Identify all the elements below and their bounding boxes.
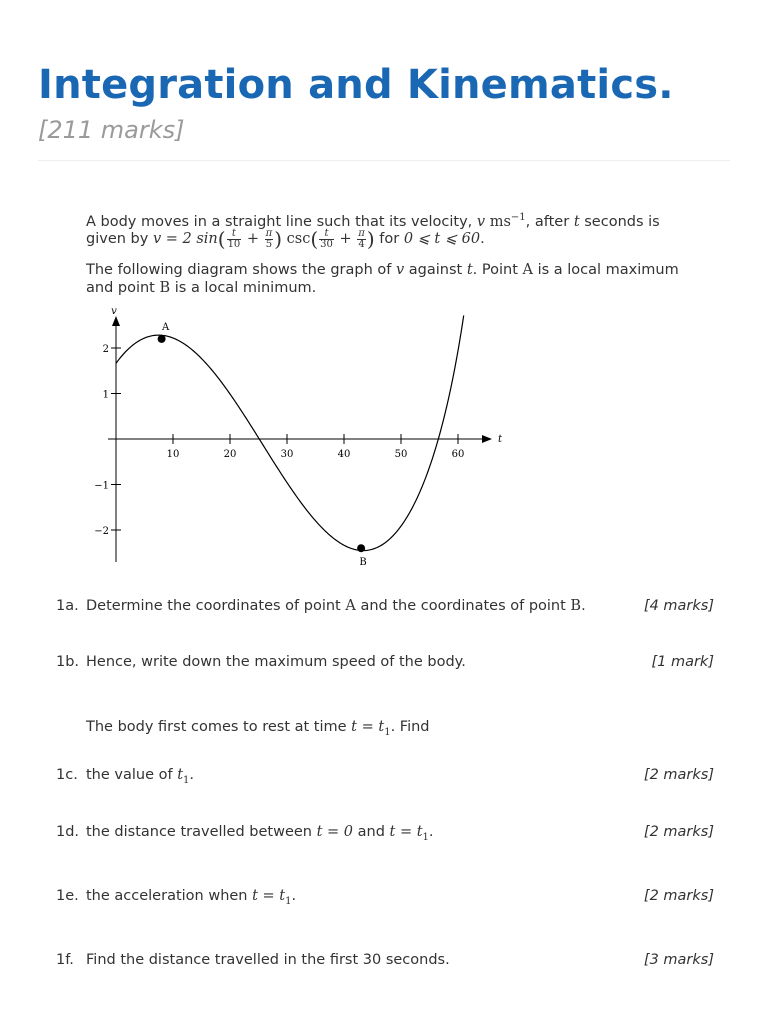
intro-text: is a local maximum	[532, 262, 679, 278]
math-v: v	[395, 262, 405, 278]
question-1e	[56, 888, 714, 907]
intro-text: for	[374, 231, 404, 247]
graph-ticks	[94, 344, 464, 537]
math-equation: t = 0	[316, 824, 354, 840]
graph-axes	[108, 306, 503, 562]
question-marks: [4 marks]	[643, 598, 714, 614]
page-title: Integration and Kinematics.	[38, 62, 674, 108]
intro-text: given by	[86, 231, 153, 247]
x-tick-label: 50	[394, 449, 408, 460]
question-text: the value of	[86, 767, 178, 783]
question-marks: [2 marks]	[643, 824, 714, 840]
math-point-a: A	[345, 598, 356, 614]
question-text: .	[581, 598, 586, 614]
math-fraction: $\frac{t}{10}$	[227, 227, 241, 250]
question-marks: [3 marks]	[643, 952, 714, 968]
x-tick-label: 60	[451, 449, 465, 460]
question-text: Find the distance travelled in the first 30 seconds.	[86, 952, 450, 968]
math-t: t	[466, 262, 473, 278]
intro-text: . Point	[472, 262, 523, 278]
math-t: t	[573, 213, 580, 230]
math-equation: t = t	[389, 824, 423, 840]
x-tick-label: 40	[337, 449, 351, 460]
intro-line-3	[86, 261, 726, 280]
intro-text: is a local minimum.	[170, 280, 317, 296]
math-point-b: B	[159, 280, 171, 296]
total-marks: [211 marks]	[38, 116, 185, 144]
intro-text: A body moves in a straight line such that its velocity,	[86, 213, 477, 230]
question-number: 1d.	[56, 824, 80, 840]
question-text: .	[291, 888, 297, 904]
math-paren: )	[366, 227, 375, 251]
math-fraction: $\frac{t}{30}$	[320, 227, 333, 250]
intro-text: , after	[525, 213, 574, 230]
y-tick-label: 1	[102, 389, 109, 401]
intro-line-2	[86, 226, 726, 252]
x-tick-label: 10	[166, 449, 180, 460]
y-tick-label: −1	[94, 480, 109, 492]
velocity-curve	[116, 316, 464, 551]
intro-text: against	[404, 262, 467, 278]
point-b-label: B	[359, 557, 367, 569]
math-subscript: 1	[384, 726, 391, 738]
question-text: the distance travelled between	[86, 824, 317, 840]
math-fraction: $\frac{\pi}{4}$	[358, 227, 365, 250]
point-b-marker	[357, 544, 365, 552]
x-tick-label: 20	[223, 449, 237, 460]
math-exponent: −1	[510, 212, 526, 223]
graph-points	[158, 322, 367, 568]
question-1d	[56, 824, 714, 843]
point-a-label: A	[161, 321, 170, 333]
math-range: 0 ⩽ t ⩽ 60	[403, 231, 481, 247]
math-equation: v = 2 sin	[152, 231, 218, 247]
math-plus: +	[334, 231, 357, 247]
question-text: .	[189, 767, 195, 783]
question-1a	[56, 598, 714, 614]
y-tick-label: 2	[102, 344, 109, 355]
math-point-b: B	[570, 598, 582, 614]
math-subscript: 1	[183, 774, 190, 786]
question-1b	[56, 654, 714, 670]
math-subscript: 1	[285, 895, 292, 907]
intro-text: The following diagram shows the graph of	[86, 262, 396, 278]
header-divider	[38, 160, 730, 161]
question-1f	[56, 952, 714, 968]
question-text: Determine the coordinates of point	[86, 598, 346, 614]
math-fraction: $\frac{\pi}{5}$	[265, 227, 273, 250]
y-tick-label: −2	[94, 526, 109, 537]
question-number: 1a.	[56, 598, 79, 614]
question-text: and	[353, 824, 390, 840]
question-number: 1f.	[56, 952, 74, 968]
math-csc: csc	[282, 231, 311, 247]
math-v: v	[476, 213, 486, 230]
question-marks: [2 marks]	[643, 888, 714, 904]
math-point-a: A	[522, 262, 533, 278]
math-unit: ms	[485, 213, 511, 230]
intro-line-4	[86, 279, 726, 298]
intro-text: .	[480, 231, 485, 247]
math-plus: +	[242, 231, 264, 247]
math-subscript: 1	[422, 831, 429, 843]
question-text: .	[428, 824, 434, 840]
math-paren: (	[217, 227, 226, 251]
math-paren: (	[310, 227, 319, 251]
math-paren: )	[274, 227, 283, 251]
rest-stem	[86, 718, 726, 742]
question-1c	[56, 767, 714, 786]
point-a-marker	[158, 335, 166, 343]
x-axis-arrow	[482, 435, 492, 443]
question-number: 1e.	[56, 888, 79, 904]
question-text: Hence, write down the maximum speed of the body.	[86, 654, 466, 670]
y-axis-arrow	[112, 316, 120, 326]
question-text: and the coordinates of point	[355, 598, 571, 614]
question-number: 1c.	[56, 767, 78, 783]
question-marks: [1 mark]	[651, 654, 714, 670]
math-equation: t = t	[351, 719, 385, 735]
stem-text: . Find	[390, 719, 430, 735]
intro-text: seconds is	[579, 213, 660, 230]
x-axis-label: t	[498, 434, 503, 445]
stem-text: The body first comes to rest at time	[86, 719, 352, 735]
math-t: t	[177, 767, 184, 783]
y-axis-label: v	[111, 306, 117, 317]
x-tick-label: 30	[280, 449, 294, 460]
intro-text: and point	[86, 280, 160, 296]
math-equation: t = t	[252, 888, 286, 904]
question-marks: [2 marks]	[643, 767, 714, 783]
velocity-graph	[86, 302, 506, 572]
question-text: the acceleration when	[86, 888, 253, 904]
question-number: 1b.	[56, 654, 80, 670]
